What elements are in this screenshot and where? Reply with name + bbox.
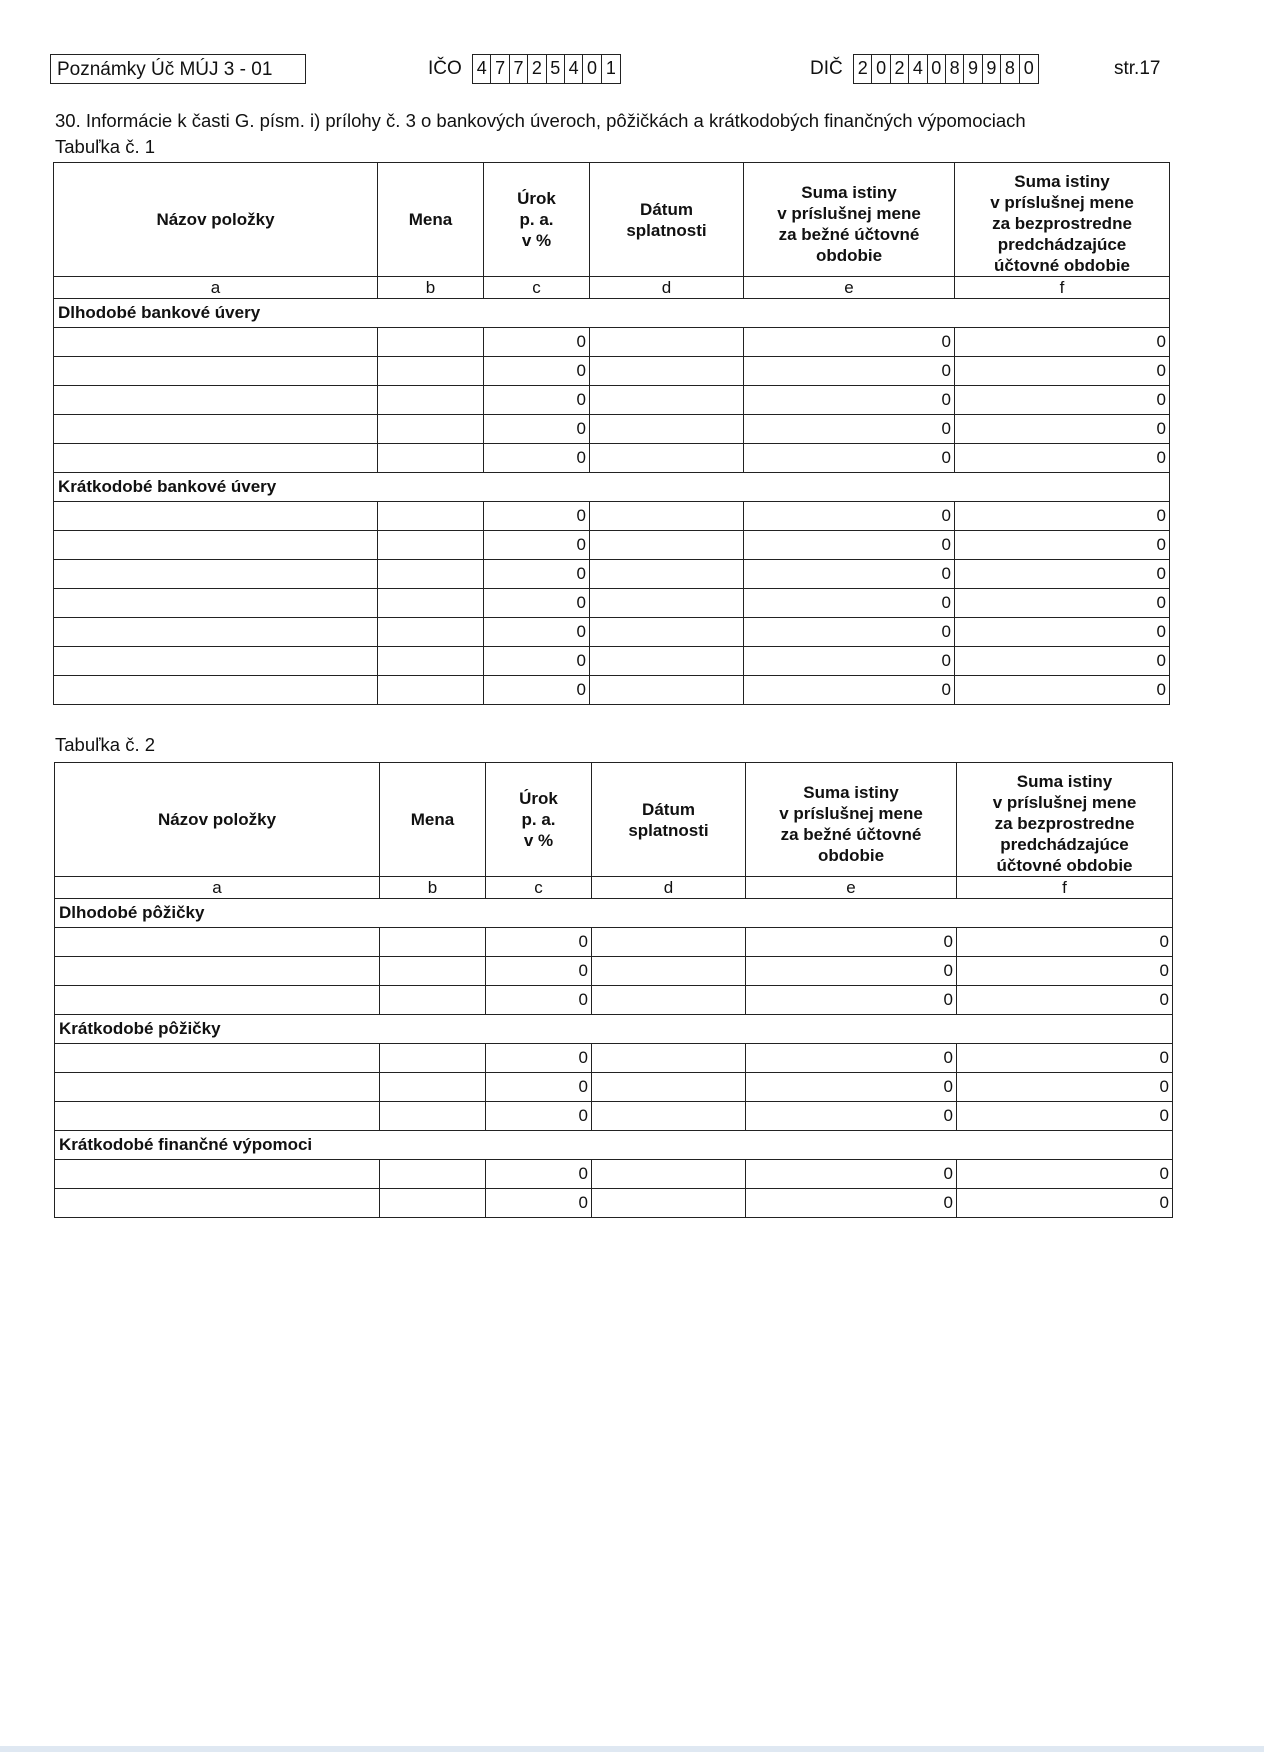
cell-name — [54, 444, 378, 473]
header-line: obdobie — [815, 245, 883, 265]
section-title: Dlhodobé bankové úvery — [54, 299, 1170, 328]
cell-interest: 0 — [484, 589, 590, 618]
cell-due-date — [590, 589, 744, 618]
cell-principal-current: 0 — [744, 386, 955, 415]
cell-principal-previous: 0 — [955, 647, 1170, 676]
cell-principal-current: 0 — [746, 957, 957, 986]
dic-digit: 4 — [909, 55, 927, 83]
cell-currency — [380, 986, 486, 1015]
cell-currency — [378, 676, 484, 705]
header-line: účtovné obdobie — [994, 256, 1130, 275]
cell-name — [55, 1102, 380, 1131]
cell-principal-previous: 0 — [957, 1044, 1173, 1073]
header-line: Suma istiny — [1016, 772, 1113, 791]
cell-currency — [380, 1044, 486, 1073]
table-1 — [53, 162, 1170, 705]
section-title: Krátkodobé pôžičky — [55, 1015, 1173, 1044]
table-row — [55, 986, 1173, 1015]
cell-name — [55, 928, 380, 957]
cell-principal-previous: 0 — [957, 928, 1173, 957]
col-header-due-date — [592, 763, 746, 877]
column-letter: d — [590, 277, 744, 299]
cell-name — [54, 386, 378, 415]
cell-interest: 0 — [486, 957, 592, 986]
dic-digit: 0 — [928, 55, 946, 83]
cell-currency — [378, 502, 484, 531]
cell-principal-current: 0 — [746, 1160, 957, 1189]
cell-principal-current: 0 — [744, 589, 955, 618]
cell-name — [54, 357, 378, 386]
ico-digit: 0 — [583, 55, 601, 83]
cell-currency — [378, 531, 484, 560]
table-row — [54, 560, 1170, 589]
cell-name — [54, 676, 378, 705]
cell-principal-current: 0 — [746, 928, 957, 957]
cell-due-date — [592, 928, 746, 957]
cell-name — [54, 415, 378, 444]
dic-digit: 2 — [854, 55, 872, 83]
cell-due-date — [590, 531, 744, 560]
cell-principal-previous: 0 — [955, 357, 1170, 386]
cell-interest: 0 — [484, 618, 590, 647]
cell-currency — [378, 560, 484, 589]
table-row — [54, 386, 1170, 415]
ico-digit: 7 — [510, 55, 528, 83]
cell-name — [55, 986, 380, 1015]
cell-principal-current: 0 — [744, 502, 955, 531]
table-row — [54, 415, 1170, 444]
cell-name — [55, 1044, 380, 1073]
cell-interest: 0 — [484, 328, 590, 357]
cell-due-date — [592, 1189, 746, 1218]
column-letter: b — [378, 277, 484, 299]
header-line: Úrok — [517, 189, 556, 208]
dic-digit: 0 — [1023, 58, 1034, 78]
col-header-interest — [484, 163, 590, 277]
cell-principal-previous: 0 — [955, 386, 1170, 415]
cell-due-date — [592, 1044, 746, 1073]
table-row — [55, 928, 1173, 957]
column-letter: b — [380, 877, 486, 899]
header-line: predchádzajúce — [1000, 835, 1129, 854]
section-title: Krátkodobé bankové úvery — [54, 473, 1170, 502]
dic-label: DIČ — [810, 58, 843, 79]
header-line: p. a. — [521, 810, 556, 829]
cell-interest: 0 — [486, 1044, 592, 1073]
cell-interest: 0 — [484, 386, 590, 415]
ico-digit: 4 — [473, 55, 491, 83]
cell-due-date — [592, 986, 746, 1015]
section-title: Dlhodobé pôžičky — [55, 899, 1173, 928]
form-label: Poznámky Úč MÚJ 3 - 01 — [50, 54, 306, 84]
column-letter: f — [957, 877, 1173, 899]
dic-digit: 2 — [891, 55, 909, 83]
cell-interest: 0 — [486, 1189, 592, 1218]
header-line: v % — [523, 831, 554, 850]
header-line: Dátum — [640, 199, 693, 219]
table-row — [54, 589, 1170, 618]
table-2 — [54, 762, 1173, 1218]
col-header-principal-current — [744, 163, 955, 277]
dic-digit: 9 — [964, 55, 982, 83]
header-line: Suma istiny — [803, 782, 899, 802]
header-line: v príslušnej mene — [990, 193, 1134, 212]
cell-currency — [380, 1102, 486, 1131]
cell-interest: 0 — [484, 531, 590, 560]
dic-digit: 8 — [946, 55, 964, 83]
cell-principal-previous: 0 — [957, 986, 1173, 1015]
cell-interest: 0 — [484, 415, 590, 444]
section-row — [55, 1131, 1173, 1160]
cell-principal-previous: 0 — [955, 618, 1170, 647]
header-line: obdobie — [817, 845, 885, 865]
section-row — [54, 473, 1170, 502]
cell-currency — [378, 444, 484, 473]
column-letter: a — [55, 877, 380, 899]
cell-name — [54, 647, 378, 676]
cell-principal-current: 0 — [746, 1189, 957, 1218]
cell-due-date — [590, 647, 744, 676]
cell-currency — [378, 357, 484, 386]
cell-due-date — [592, 1102, 746, 1131]
cell-currency — [380, 957, 486, 986]
cell-principal-current: 0 — [744, 531, 955, 560]
ico-digit: 2 — [528, 55, 546, 83]
cell-currency — [380, 1073, 486, 1102]
cell-currency — [380, 1189, 486, 1218]
cell-interest: 0 — [484, 502, 590, 531]
cell-currency — [380, 1160, 486, 1189]
column-letter: e — [746, 877, 957, 899]
table1-caption: Tabuľka č. 1 — [55, 136, 156, 157]
cell-currency — [380, 928, 486, 957]
col-header-currency: Mena — [378, 163, 484, 277]
header-line: v príslušnej mene — [992, 793, 1137, 812]
cell-principal-current: 0 — [744, 676, 955, 705]
col-header-currency: Mena — [380, 763, 486, 877]
cell-principal-current: 0 — [746, 986, 957, 1015]
header-line: za bezprostredne — [994, 814, 1135, 833]
dic-digit: 8 — [1001, 55, 1019, 83]
cell-principal-previous: 0 — [957, 1160, 1173, 1189]
cell-due-date — [592, 1073, 746, 1102]
table2-caption: Tabuľka č. 2 — [55, 734, 156, 755]
table-row — [54, 647, 1170, 676]
cell-principal-previous: 0 — [955, 415, 1170, 444]
cell-principal-current: 0 — [744, 328, 955, 357]
column-letter-row — [55, 877, 1173, 899]
cell-name — [54, 560, 378, 589]
cell-due-date — [592, 1160, 746, 1189]
column-letter: e — [744, 277, 955, 299]
table-row — [54, 676, 1170, 705]
ico-digit-box — [472, 54, 621, 84]
header-line: Úrok — [519, 789, 558, 808]
table-row — [54, 531, 1170, 560]
header-line: splatnosti — [626, 220, 707, 240]
section-title: Krátkodobé finančné výpomoci — [55, 1131, 1173, 1160]
table-row — [54, 618, 1170, 647]
table-row — [54, 444, 1170, 473]
cell-principal-previous: 0 — [955, 676, 1170, 705]
cell-due-date — [590, 676, 744, 705]
cell-name — [55, 1073, 380, 1102]
cell-interest: 0 — [484, 676, 590, 705]
ico-digit: 7 — [491, 55, 509, 83]
cell-due-date — [590, 415, 744, 444]
table-row — [55, 957, 1173, 986]
cell-currency — [378, 618, 484, 647]
cell-interest: 0 — [484, 647, 590, 676]
cell-name — [55, 1160, 380, 1189]
cell-currency — [378, 386, 484, 415]
cell-currency — [378, 647, 484, 676]
ico-digit: 5 — [547, 55, 565, 83]
cell-name — [55, 1189, 380, 1218]
col-header-principal-current — [746, 763, 957, 877]
cell-principal-current: 0 — [744, 415, 955, 444]
column-letter-row — [54, 277, 1170, 299]
cell-interest: 0 — [486, 1102, 592, 1131]
cell-principal-current: 0 — [744, 560, 955, 589]
cell-principal-current: 0 — [746, 1102, 957, 1131]
header-line: p. a. — [519, 210, 554, 229]
cell-due-date — [590, 502, 744, 531]
col-header-name: Názov položky — [54, 163, 378, 277]
header-line: v príslušnej mene — [779, 803, 923, 823]
cell-due-date — [592, 957, 746, 986]
cell-name — [54, 328, 378, 357]
header-line: Suma istiny — [801, 182, 897, 202]
cell-currency — [378, 328, 484, 357]
header-line: v % — [521, 231, 552, 250]
table-row — [55, 1160, 1173, 1189]
cell-name — [55, 957, 380, 986]
cell-name — [54, 502, 378, 531]
col-header-due-date — [590, 163, 744, 277]
section-title: 30. Informácie k časti G. písm. i) prílohy č. 3 o bankových úveroch, pôžičkách a krátkodobých finančných výpomociach — [55, 110, 1026, 131]
ico-label: IČO — [428, 58, 462, 79]
cell-principal-current: 0 — [744, 357, 955, 386]
cell-principal-current: 0 — [744, 444, 955, 473]
cell-due-date — [590, 618, 744, 647]
cell-principal-previous: 0 — [955, 444, 1170, 473]
cell-interest: 0 — [486, 1160, 592, 1189]
header-line: Suma istiny — [1014, 172, 1110, 191]
cell-due-date — [590, 328, 744, 357]
header-line: v príslušnej mene — [777, 203, 921, 223]
header-line: splatnosti — [628, 820, 709, 840]
section-row — [55, 899, 1173, 928]
cell-interest: 0 — [484, 357, 590, 386]
cell-interest: 0 — [486, 928, 592, 957]
dic-digit: 9 — [983, 55, 1001, 83]
cell-principal-current: 0 — [744, 618, 955, 647]
ico-digit: 4 — [565, 55, 583, 83]
header-line: za bežné účtovné — [780, 824, 922, 844]
header-line: Dátum — [642, 799, 695, 819]
dic-digit: 0 — [872, 55, 890, 83]
col-header-principal-previous — [955, 163, 1170, 277]
table-row — [55, 1044, 1173, 1073]
cell-principal-previous: 0 — [957, 1073, 1173, 1102]
cell-principal-previous: 0 — [955, 560, 1170, 589]
cell-due-date — [590, 560, 744, 589]
table-row — [55, 1073, 1173, 1102]
cell-principal-previous: 0 — [955, 502, 1170, 531]
col-header-name: Názov položky — [55, 763, 380, 877]
col-header-principal-previous — [957, 763, 1173, 877]
cell-due-date — [590, 357, 744, 386]
cell-principal-previous: 0 — [957, 1189, 1173, 1218]
table-row — [54, 502, 1170, 531]
column-letter: c — [486, 877, 592, 899]
column-letter: a — [54, 277, 378, 299]
cell-currency — [378, 589, 484, 618]
cell-interest: 0 — [484, 560, 590, 589]
col-header-interest — [486, 763, 592, 877]
column-letter: f — [955, 277, 1170, 299]
cell-principal-current: 0 — [746, 1073, 957, 1102]
header-line: za bezprostredne — [992, 214, 1132, 233]
header-line: účtovné obdobie — [996, 856, 1133, 875]
ico-digit: 1 — [605, 58, 616, 78]
cell-name — [54, 531, 378, 560]
header-row — [55, 763, 1173, 877]
cell-due-date — [590, 444, 744, 473]
section-row — [55, 1015, 1173, 1044]
table-row — [55, 1102, 1173, 1131]
cell-principal-previous: 0 — [955, 531, 1170, 560]
section-row — [54, 299, 1170, 328]
cell-principal-previous: 0 — [955, 589, 1170, 618]
column-letter: c — [484, 277, 590, 299]
table-row — [55, 1189, 1173, 1218]
cell-principal-previous: 0 — [957, 1102, 1173, 1131]
table-row — [54, 328, 1170, 357]
cell-currency — [378, 415, 484, 444]
cell-name — [54, 618, 378, 647]
cell-due-date — [590, 386, 744, 415]
header-row — [54, 163, 1170, 277]
header-line: za bežné účtovné — [778, 224, 920, 244]
cell-interest: 0 — [484, 444, 590, 473]
cell-principal-previous: 0 — [957, 957, 1173, 986]
cell-principal-current: 0 — [746, 1044, 957, 1073]
cell-principal-current: 0 — [744, 647, 955, 676]
cell-principal-previous: 0 — [955, 328, 1170, 357]
table-row — [54, 357, 1170, 386]
header-line: predchádzajúce — [997, 235, 1127, 254]
dic-digit-box — [853, 54, 1039, 84]
page-number: str.17 — [1114, 58, 1161, 79]
cell-interest: 0 — [486, 1073, 592, 1102]
cell-name — [54, 589, 378, 618]
cell-interest: 0 — [486, 986, 592, 1015]
scan-edge — [0, 1746, 1264, 1752]
column-letter: d — [592, 877, 746, 899]
